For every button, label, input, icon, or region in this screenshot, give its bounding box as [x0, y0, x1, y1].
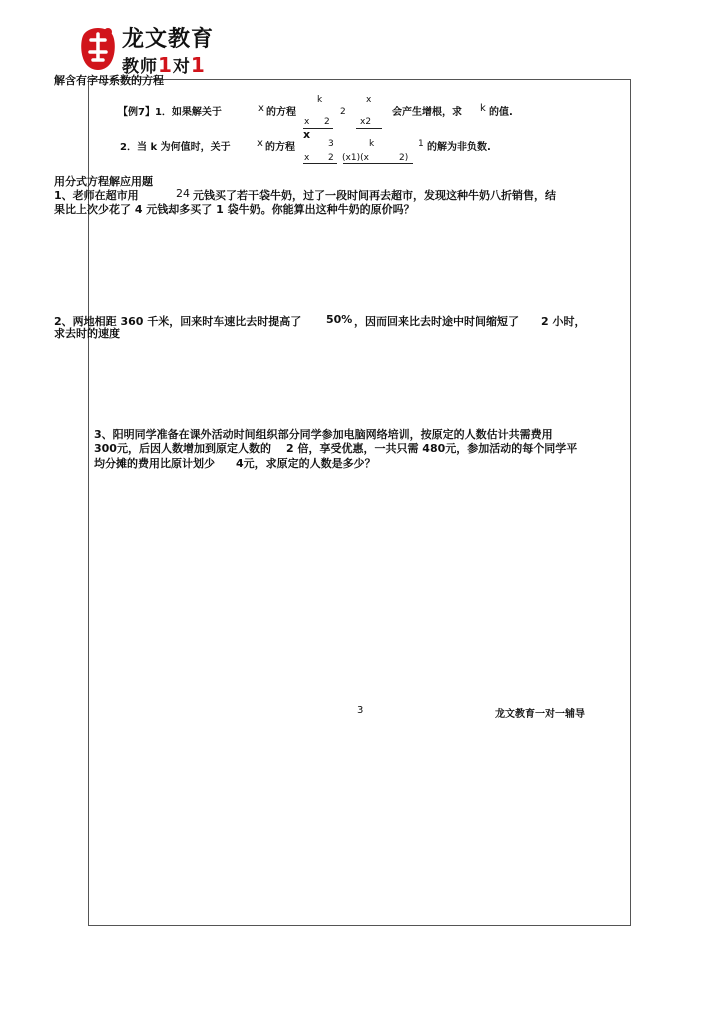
logo-subtitle: 教师1对1 [122, 53, 206, 77]
question-2-num-1: 1 [418, 139, 424, 149]
logo-title: 龙文教育 [122, 27, 215, 52]
example-7-num-2: 2 [340, 107, 346, 117]
example-7-den-x: x [304, 117, 310, 127]
example-7-tail: 会产生增根，求 [392, 107, 462, 118]
problem-3-line-1: 3、阳明同学准备在课外活动时间组织部分同学参加电脑网络培训，按原定的人数估计共需费用 [94, 428, 553, 441]
problem-1-line-1-a: 1、老师在超市用 [54, 189, 139, 202]
fraction-bar [356, 128, 382, 129]
problem-3-line-2-a: 300元，后因人数增加到原定人数的 [94, 442, 271, 455]
question-2-tail: 的解为非负数. [427, 142, 491, 153]
example-7-tail-k: k [480, 103, 486, 114]
problem-3-line-3-b: 4元，求原定的人数是多少？ [236, 457, 376, 470]
question-2-den-x: x [304, 153, 310, 163]
longwen-logo [78, 20, 228, 78]
example-7-tail-end: 的值. [489, 107, 513, 118]
example-7-mid: 的方程 [266, 107, 296, 118]
question-2-mid: 的方程 [265, 142, 295, 153]
logo-mark-icon [78, 20, 118, 76]
example-7-num-k: k [317, 95, 323, 105]
question-2-var: x [257, 138, 263, 149]
footer-brand: 龙文教育一对一辅导 [495, 709, 585, 720]
question-2-den-2b: 2) [399, 153, 409, 163]
example-7-den-2: 2 [324, 117, 330, 127]
problem-1-line-1-b: 元钱买了若干袋牛奶，过了一段时间再去超市，发现这种牛奶八折销售，结 [193, 189, 556, 202]
fraction-bar [303, 163, 337, 164]
problem-2-hours: 2 小时， [541, 315, 586, 328]
question-2-num-x: x [303, 128, 311, 141]
example-7-num-x: x [366, 95, 372, 105]
example-7-den-x2: x2 [360, 117, 372, 127]
page-number: 3 [357, 705, 364, 716]
problem-2-line-1-b: ，因而回来比去时途中时间缩短了 [354, 315, 519, 328]
problem-1-line-2: 果比上次少花了 4 元钱却多买了 1 袋牛奶。你能算出这种牛奶的原价吗？ [54, 203, 415, 216]
question-2-den-product: (x1)(x [342, 153, 369, 163]
example-7-label: 【例7】1．如果解关于 [118, 107, 222, 118]
question-2-den-3: 3 [328, 139, 334, 149]
question-2-num-k: k [369, 139, 375, 149]
fraction-bar [343, 163, 413, 164]
section-title-letter-coefficients: 解含有字母系数的方程 [54, 74, 164, 87]
problem-2-line-2: 求去时的速度 [54, 327, 120, 340]
example-7-var: x [258, 103, 264, 114]
problem-2-percent: 50% [326, 313, 353, 326]
question-2-label: 2．当 k 为何值时，关于 [120, 142, 231, 153]
section-title-word-problems: 用分式方程解应用题 [54, 175, 153, 188]
problem-3-line-3-a: 均分摊的费用比原计划少 [94, 457, 215, 470]
problem-2-line-1-a: 2、两地相距 360 千米，回来时车速比去时提高了 [54, 315, 302, 328]
problem-1-amount: 24 [176, 187, 190, 200]
question-2-den-2: 2 [328, 153, 334, 163]
problem-3-line-2-b: 2 倍，享受优惠，一共只需 480元，参加活动的每个同学平 [286, 442, 578, 455]
